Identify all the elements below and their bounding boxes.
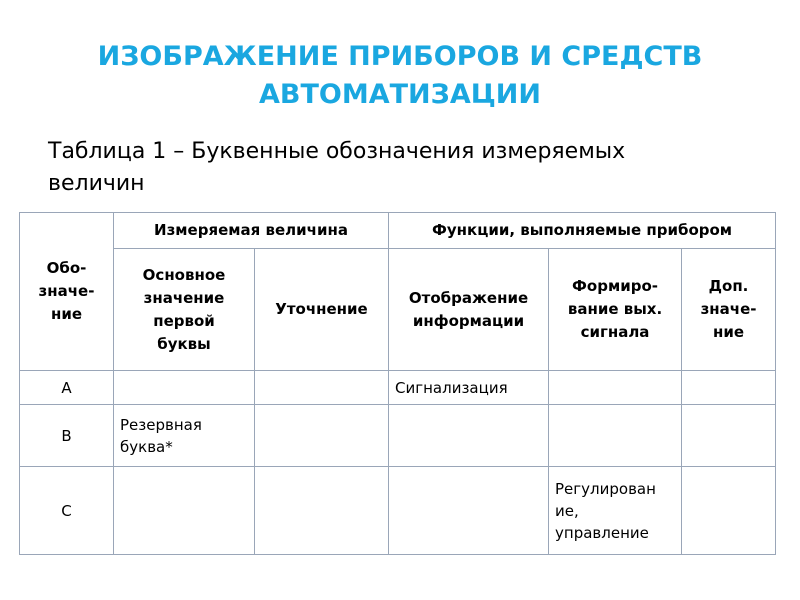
main-value-cell xyxy=(114,405,255,467)
refinement-cell xyxy=(255,467,389,555)
table-row xyxy=(20,405,776,467)
extra-value-cell xyxy=(682,371,776,405)
header-output-signal-line-2: вание вых. xyxy=(567,300,663,318)
output-signal-line-2: ие, xyxy=(555,501,579,520)
header-designation-line-3: ние xyxy=(50,305,83,323)
header-main-value-line-2: значение xyxy=(143,288,225,307)
header-output-signal xyxy=(549,249,682,371)
output-signal-line-1: Регулирован xyxy=(555,479,656,498)
output-signal-line-3: управление xyxy=(555,523,649,542)
header-extra-value-line-3: ние xyxy=(713,323,745,341)
refinement-cell xyxy=(255,405,389,467)
letter-designation-table xyxy=(19,212,776,555)
header-refinement: Уточнение xyxy=(255,249,389,371)
extra-value-cell xyxy=(682,405,776,467)
header-display xyxy=(389,249,549,371)
header-extra-value-line-2: значе- xyxy=(700,300,757,318)
header-extra-value-line-1: Доп. xyxy=(708,277,749,295)
table-header-row-groups xyxy=(20,213,776,249)
main-value-line-1: Резервная xyxy=(120,415,202,434)
slide-title xyxy=(0,38,800,114)
display-cell xyxy=(389,405,549,467)
table-caption xyxy=(48,136,748,200)
table-header-row-columns xyxy=(20,249,776,371)
output-signal-cell xyxy=(549,405,682,467)
main-value-cell xyxy=(114,371,255,405)
table-row xyxy=(20,371,776,405)
row-code-cell: C xyxy=(20,467,114,555)
display-cell xyxy=(389,467,549,555)
row-code-cell: B xyxy=(20,405,114,467)
output-signal-cell xyxy=(549,371,682,405)
slide-title-line-2: АВТОМАТИЗАЦИИ xyxy=(259,79,541,110)
header-group-measured: Измеряемая величина xyxy=(114,213,389,249)
row-code-cell: A xyxy=(20,371,114,405)
table-row xyxy=(20,467,776,555)
header-designation-line-1: Обо- xyxy=(46,259,87,277)
extra-value-cell xyxy=(682,467,776,555)
header-display-line-2: информации xyxy=(412,311,525,330)
header-output-signal-line-3: сигнала xyxy=(580,323,650,341)
header-designation xyxy=(20,213,114,371)
slide-title-line-1: ИЗОБРАЖЕНИЕ ПРИБОРОВ И СРЕДСТВ xyxy=(97,41,703,72)
main-value-cell xyxy=(114,467,255,555)
display-cell: Сигнализация xyxy=(389,371,549,405)
table-caption-line-1: Таблица 1 – Буквенные обозначения измеряемых xyxy=(48,139,626,164)
header-extra-value xyxy=(682,249,776,371)
output-signal-cell xyxy=(549,467,682,555)
header-output-signal-line-1: Формиро- xyxy=(572,277,658,295)
refinement-cell xyxy=(255,371,389,405)
table-caption-line-2: величин xyxy=(48,171,145,196)
header-main-value-line-4: буквы xyxy=(157,334,211,353)
header-group-functions: Функции, выполняемые прибором xyxy=(389,213,776,249)
main-value-line-2: буква* xyxy=(120,437,173,456)
header-display-line-1: Отображение xyxy=(408,288,529,307)
header-main-value-line-3: первой xyxy=(153,311,215,330)
header-main-value xyxy=(114,249,255,371)
header-designation-line-2: значе- xyxy=(38,282,95,300)
header-main-value-line-1: Основное xyxy=(142,265,226,284)
